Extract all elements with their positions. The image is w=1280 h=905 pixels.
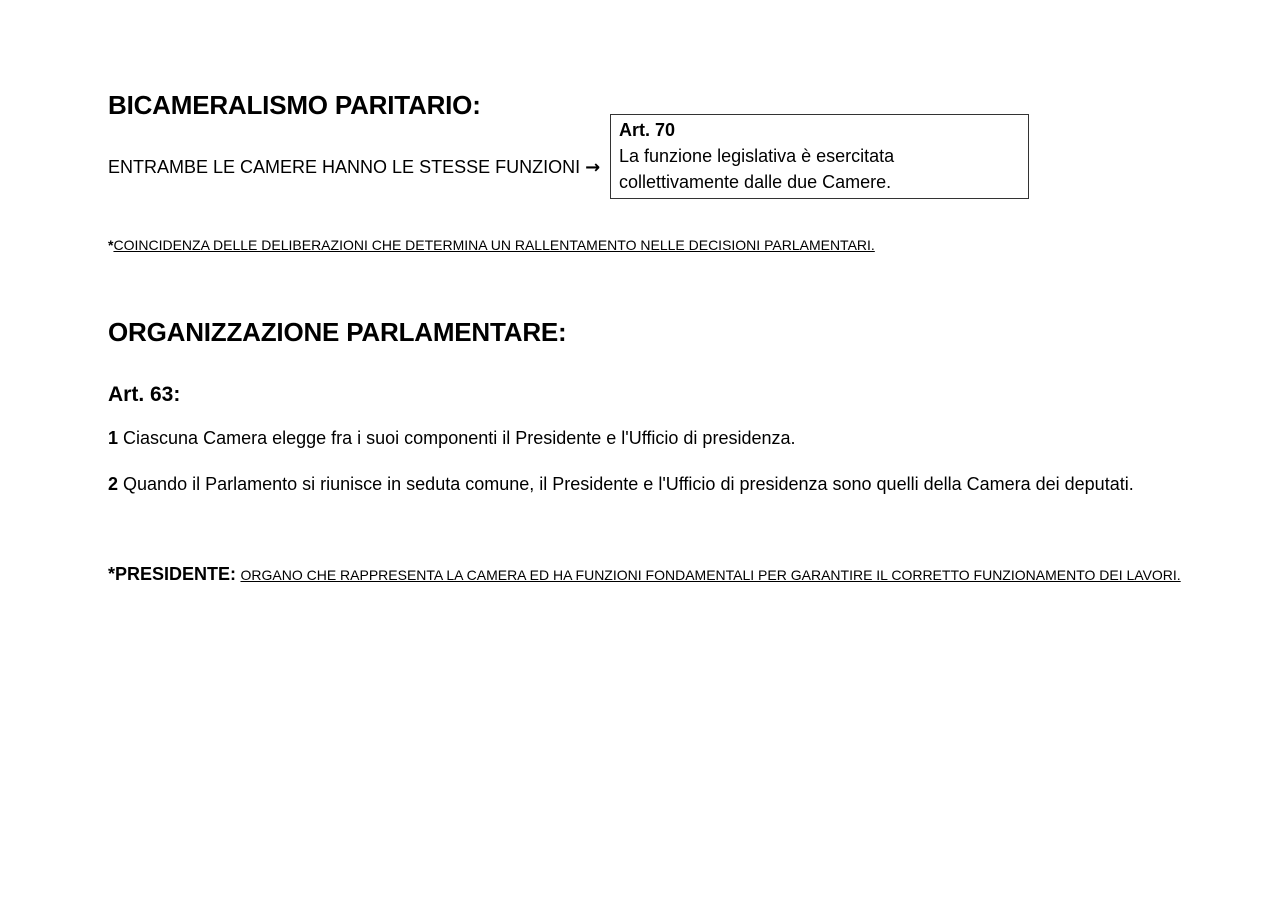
paragraph-number: 1 <box>108 428 119 448</box>
paragraph-text: Ciascuna Camera elegge fra i suoi componenti il Presidente e l'Ufficio di presidenza. <box>123 428 796 448</box>
article-70-line-1: La funzione legislativa è esercitata <box>619 146 895 166</box>
president-text: ORGANO CHE RAPPRESENTA LA CAMERA ED HA FUNZIONI FONDAMENTALI PER GARANTIRE IL CORRETTO FUNZIONAMENTO DEI LAVORI. <box>240 567 1181 583</box>
paragraph-text: Quando il Parlamento si riunisce in seduta comune, il Presidente e l'Ufficio di presidenza sono quelli della Camera dei deputati. <box>123 474 1134 494</box>
section-title-bicameralismo: BICAMERALISMO PARITARIO: <box>108 90 481 120</box>
article-70-box <box>610 114 1029 199</box>
bicameralismo-note <box>108 236 875 254</box>
article-70-line-2: collettivamente dalle due Camere. <box>619 172 892 192</box>
statement-text: ENTRAMBE LE CAMERE HANNO LE STESSE FUNZIONI <box>108 157 581 177</box>
article-70-title: Art. 70 <box>619 120 676 140</box>
paragraph-number: 2 <box>108 474 119 494</box>
section-title-organizzazione: ORGANIZZAZIONE PARLAMENTARE: <box>108 317 567 347</box>
bicameralismo-statement <box>108 156 600 179</box>
note-star: * <box>108 237 114 253</box>
article-63-paragraph-2 <box>108 470 1193 498</box>
president-definition <box>108 564 1181 585</box>
president-label: *PRESIDENTE: <box>108 564 237 584</box>
arrow-right-icon: → <box>585 157 601 178</box>
article-63-title: Art. 63: <box>108 383 181 406</box>
article-63-paragraph-1 <box>108 424 1193 452</box>
note-text: COINCIDENZA DELLE DELIBERAZIONI CHE DETERMINA UN RALLENTAMENTO NELLE DECISIONI PARLAMENTARI. <box>113 237 875 253</box>
